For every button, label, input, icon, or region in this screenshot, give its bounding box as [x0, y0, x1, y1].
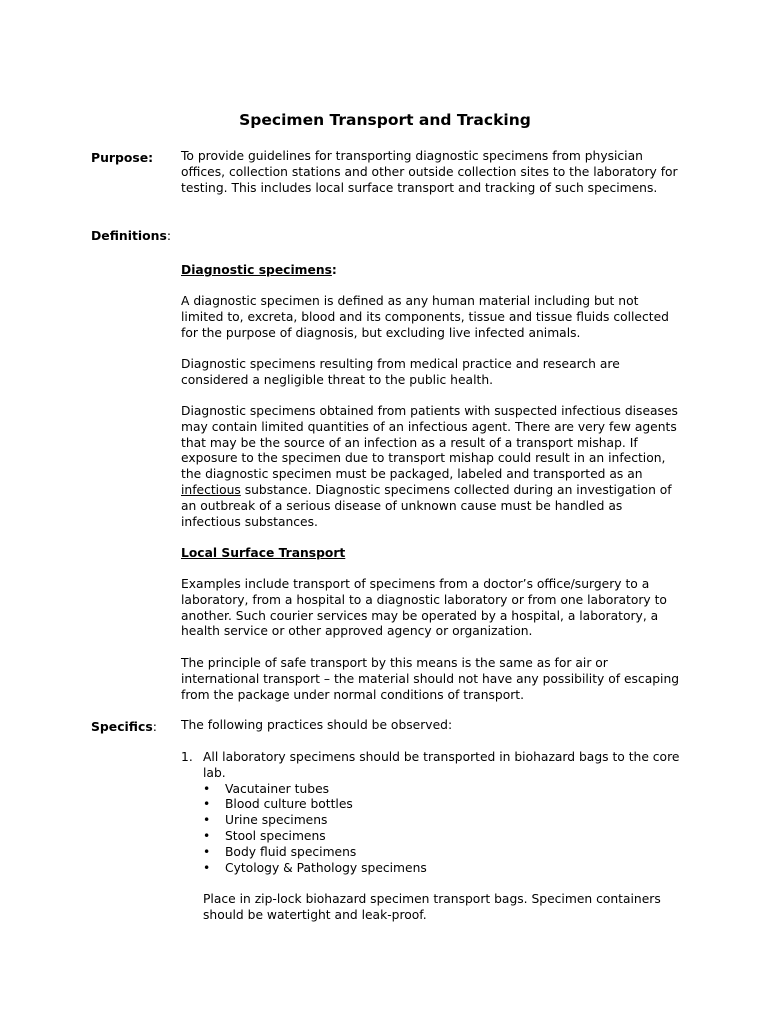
diagnostic-paragraph-3 — [181, 404, 681, 530]
specifics-label — [91, 719, 157, 734]
purpose-text: To provide guidelines for transporting diagnostic specimens from physician offices, collection stations and other outside collection sites to the laboratory for testing. This includes local surface transport and tracking of such specimens. — [181, 149, 678, 195]
bullet-item: • Body fluid specimens — [203, 845, 681, 861]
local-transport-heading-text: Local Surface Transport — [181, 546, 346, 560]
diagnostic-p3-underlined: infectious — [181, 482, 241, 497]
diagnostic-heading — [181, 263, 681, 279]
purpose-label-text: Purpose: — [91, 150, 154, 165]
definitions-label-text: Definitions — [91, 228, 167, 243]
bullet-item: • Blood culture bottles — [203, 797, 681, 813]
document-title: Specimen Transport and Tracking — [239, 111, 531, 129]
list-item-1 — [181, 750, 681, 876]
diagnostic-heading-text: Diagnostic specimens — [181, 263, 332, 277]
item-1-note: Place in zip-lock biohazard specimen transport bags. Specimen containers should be watertight and leak-proof. — [203, 892, 661, 922]
diagnostic-p3-before: Diagnostic specimens obtained from patients with suspected infectious diseases may contain limited quantities of an infectious agent. There are very few agents that may be the source of an infection as a result of a transport mishap. If exposure to the specimen due to transport mishap could result in an infection, the diagnostic specimen must be packaged, labeled and transported as an — [181, 404, 678, 482]
diagnostic-paragraph-1: A diagnostic specimen is defined as any human material including but not limited to, excreta, blood and its components, tissue and tissue fluids collected for the purpose of diagnosis, but excluding live infected animals. — [181, 294, 669, 340]
local-transport-heading — [181, 546, 681, 562]
local-paragraph-1: Examples include transport of specimens from a doctor’s office/surgery to a laboratory, from a hospital to a diagnostic laboratory or from one laboratory to another. Such courier services may be operated by a hospital, a laboratory, a health service or other approved agency or organization. — [181, 577, 667, 639]
specifics-label-text: Specifics — [91, 719, 153, 734]
bullet-item: • Cytology & Pathology specimens — [203, 861, 681, 877]
bullet-item: • Urine specimens — [203, 813, 681, 829]
diagnostic-p3-after: substance. Diagnostic specimens collected during an investigation of an outbreak of a serious disease of unknown cause must be handled as infectious substances. — [181, 482, 672, 529]
specifics-label-colon: : — [152, 719, 157, 734]
definitions-label-colon: : — [166, 228, 172, 243]
list-item-1-number: 1. — [181, 750, 193, 764]
specifics-intro: The following practices should be observed: — [181, 718, 453, 732]
purpose-label — [91, 150, 153, 165]
bullet-item: • Vacutainer tubes — [203, 782, 681, 798]
definitions-label — [91, 228, 171, 243]
local-paragraph-2: The principle of safe transport by this means is the same as for air or international transport – the material should not have any possibility of escaping from the package under normal conditions of transport. — [181, 656, 680, 702]
diagnostic-heading-colon: : — [331, 263, 337, 277]
list-item-1-text: All laboratory specimens should be transported in biohazard bags to the core lab. — [203, 750, 680, 780]
bullet-item: • Stool specimens — [203, 829, 681, 845]
specimen-bullet-list — [203, 782, 681, 877]
diagnostic-paragraph-2: Diagnostic specimens resulting from medical practice and research are considered a negligible threat to the public health. — [181, 357, 620, 387]
